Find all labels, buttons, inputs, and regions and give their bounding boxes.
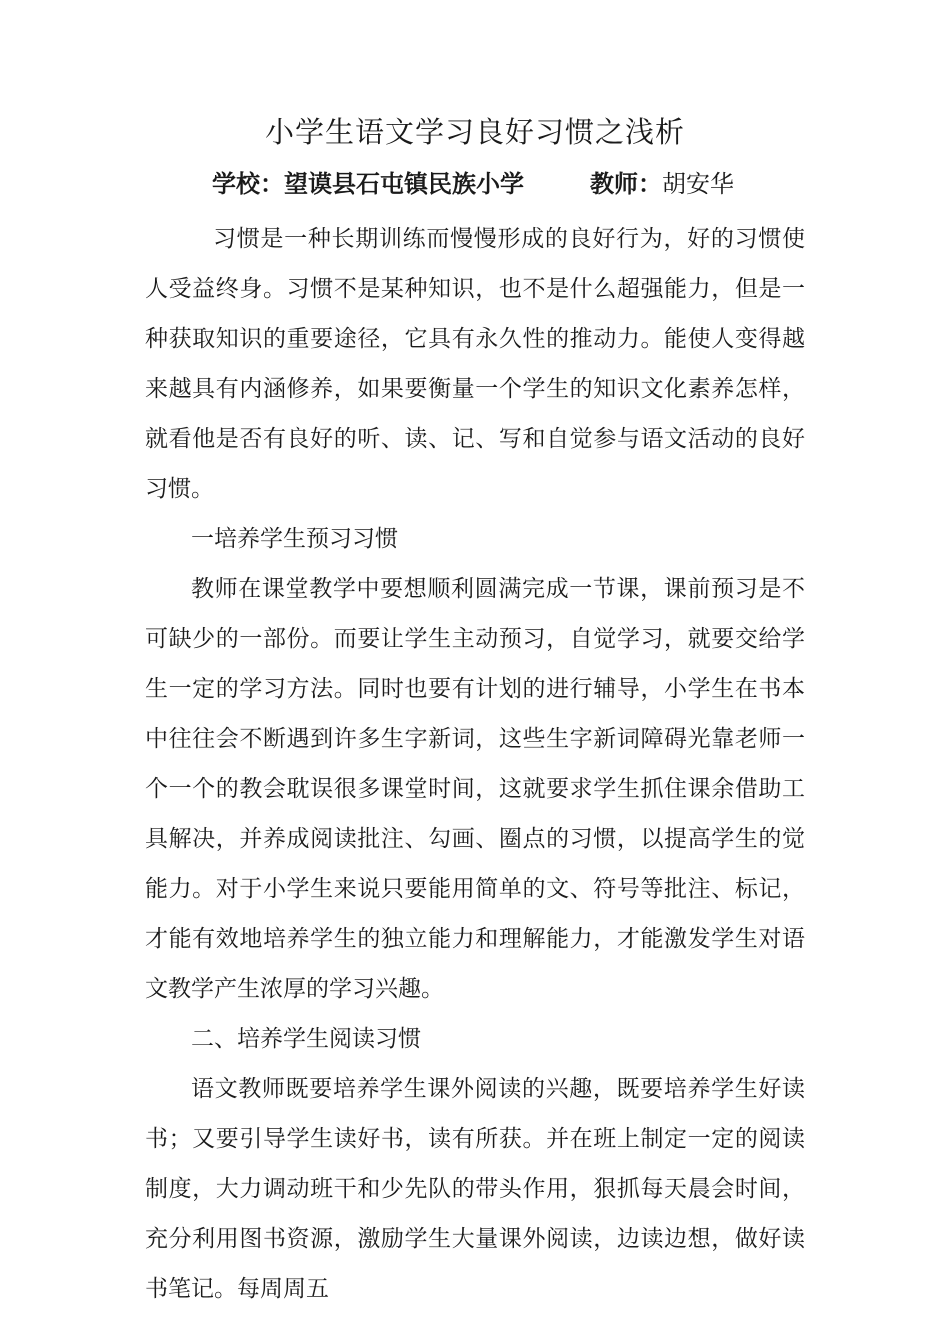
school-name: 望谟县石屯镇民族小学 [284,170,524,198]
intro-paragraph: 习惯是一种长期训练而慢慢形成的良好行为，好的习惯使人受益终身。习惯不是某种知识，也不是什么超强能力，但是一种获取知识的重要途径，它具有永久性的推动力。能使人变得越来越具有内涵修养，如果要衡量一个学生的知识文化素养怎样，就看他是否有良好的听、读、记、写和自觉参与语文活动的良好习惯。 [145,226,805,502]
byline-teacher [590,166,734,202]
section-paragraph-preview-habit: 教师在课堂教学中要想顺利圆满完成一节课，课前预习是不可缺少的一部份。而要让学生主动预习，自觉学习，就要交给学生一定的学习方法。同时也要有计划的进行辅导，小学生在书本中往往会不断遇到许多生字新词，这些生字新词障碍光靠老师一个一个的教会耽误很多课堂时间，这就要求学生抓住课余借助工具解决，并养成阅读批注、勾画、圈点的习惯，以提高学生的觉能力。对于小学生来说只要能用简单的文、符号等批注、标记，才能有效地培养学生的独立能力和理解能力，才能激发学生对语文教学产生浓厚的学习兴趣。 [145,576,805,1002]
document-body [145,214,805,1314]
teacher-name: 胡安华 [662,170,734,198]
teacher-label: 教师： [590,170,662,198]
section-paragraph-reading-habit: 语文教师既要培养学生课外阅读的兴趣，既要培养学生好读书；又要引导学生读好书，读有所获。并在班上制定一定的阅读制度，大力调动班干和少先队的带头作用，狠抓每天晨会时间，充分利用图书资源，激励学生大量课外阅读，边读边想，做好读书笔记。每周周五 [145,1076,805,1302]
section-heading-preview-habit: 一培养学生预习习惯 [191,526,398,552]
byline-school [212,166,524,202]
section-heading-reading-habit: 二、培养学生阅读习惯 [191,1026,421,1052]
document-title: 小学生语文学习良好习惯之浅析 [264,115,685,149]
school-label: 学校： [212,170,284,198]
